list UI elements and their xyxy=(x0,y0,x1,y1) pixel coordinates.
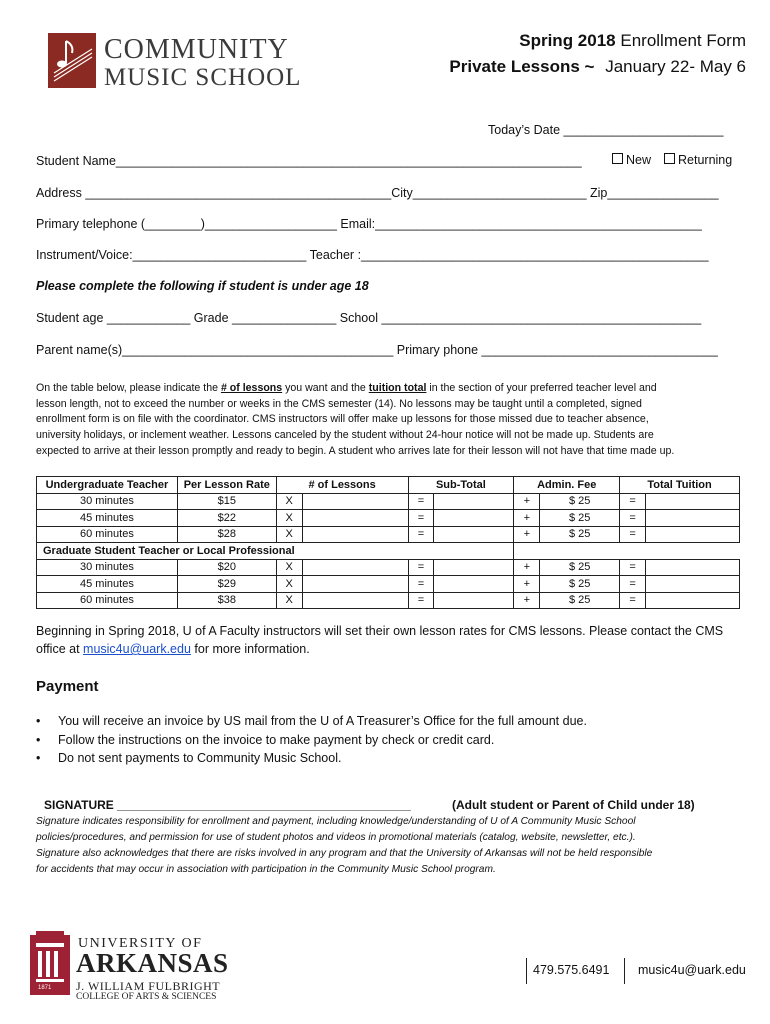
graduate-heading-row xyxy=(37,543,740,560)
lesson-length: 60 minutes xyxy=(37,592,178,609)
equals-symbol: = xyxy=(408,493,434,510)
admin-fee: $ 25 xyxy=(540,559,620,576)
faculty-note-line-2 xyxy=(36,642,310,656)
org-name-line1: COMMUNITY xyxy=(104,34,289,65)
faculty-note-text: for more information. xyxy=(190,642,310,656)
instr-lessons-emph: # of lessons xyxy=(220,382,283,394)
header-total: Total Tuition xyxy=(620,477,740,494)
graduate-heading-blank xyxy=(514,543,740,560)
times-symbol: X xyxy=(276,576,302,593)
ua-logo xyxy=(28,929,72,1006)
lesson-rate: $20 xyxy=(177,559,276,576)
lesson-rate: $22 xyxy=(177,510,276,527)
lesson-length: 60 minutes xyxy=(37,526,178,543)
equals-symbol: = xyxy=(408,510,434,527)
admin-fee: $ 25 xyxy=(540,493,620,510)
table-row xyxy=(37,493,740,510)
list-item: • You will receive an invoice by US mail from the U of A Treasurer’s Office for the full amount due. xyxy=(36,714,587,728)
plus-symbol: + xyxy=(514,526,540,543)
instructions-line-3: enrollment form is on file with the coordinator. CMS instructors will offer make up lessons for those missed due to teacher absence, xyxy=(36,413,649,425)
admin-fee: $ 25 xyxy=(540,526,620,543)
ua-line-1: UNIVERSITY OF xyxy=(78,936,203,951)
plus-symbol: + xyxy=(514,559,540,576)
lessons-input[interactable] xyxy=(302,510,408,527)
total-input[interactable] xyxy=(646,493,740,510)
equals-symbol: = xyxy=(620,493,646,510)
header-teacher: Undergraduate Teacher xyxy=(37,477,178,494)
admin-fee: $ 25 xyxy=(540,592,620,609)
lessons-input[interactable] xyxy=(302,592,408,609)
lessons-input[interactable] xyxy=(302,493,408,510)
times-symbol: X xyxy=(276,592,302,609)
times-symbol: X xyxy=(276,526,302,543)
signature-note-4: for accidents that may occur in association with participation in the Community Music School program. xyxy=(36,864,496,875)
payment-bullet-3: Do not sent payments to Community Music School. xyxy=(58,751,342,765)
total-input[interactable] xyxy=(646,592,740,609)
lesson-rate: $38 xyxy=(177,592,276,609)
instr-text: you want and the xyxy=(282,382,369,394)
lesson-length: 45 minutes xyxy=(37,510,178,527)
graduate-heading: Graduate Student Teacher or Local Professional xyxy=(37,543,514,560)
address-field[interactable]: Address ____________________________________________City_________________________ Zip________________ xyxy=(36,186,719,200)
footer-phone: 479.575.6491 xyxy=(533,963,610,977)
total-input[interactable] xyxy=(646,510,740,527)
table-row xyxy=(37,559,740,576)
total-input[interactable] xyxy=(646,526,740,543)
subtotal-input[interactable] xyxy=(434,576,514,593)
faculty-note-line-1: Beginning in Spring 2018, U of A Faculty instructors will set their own lesson rates for CMS lessons. Please contact the CMS xyxy=(36,624,724,638)
table-row xyxy=(37,592,740,609)
instr-text: On the table below, please indicate the xyxy=(36,382,221,394)
signature-note-3: Signature also acknowledges that there are risks involved in any program and that the University of Arkansas will not be held responsible xyxy=(36,848,653,859)
lessons-input[interactable] xyxy=(302,576,408,593)
equals-symbol: = xyxy=(620,592,646,609)
ua-line-3: J. WILLIAM FULBRIGHT xyxy=(76,979,221,993)
signature-who: (Adult student or Parent of Child under 18) xyxy=(452,798,695,812)
ua-line-4: COLLEGE OF ARTS & SCIENCES xyxy=(76,992,217,1002)
equals-symbol: = xyxy=(408,559,434,576)
payment-heading: Payment xyxy=(36,678,99,695)
header-fee: Admin. Fee xyxy=(514,477,620,494)
footer-email[interactable]: music4u@uark.edu xyxy=(638,963,746,977)
payment-bullet-1: You will receive an invoice by US mail from the U of A Treasurer’s Office for the full amount due. xyxy=(58,714,587,728)
parent-field[interactable]: Parent name(s)_______________________________________ Primary phone __________________________________ xyxy=(36,343,718,357)
ua-year: 1871 xyxy=(38,985,52,991)
new-checkbox[interactable] xyxy=(612,153,623,164)
table-row xyxy=(37,510,740,527)
new-option[interactable] xyxy=(612,153,651,167)
equals-symbol: = xyxy=(620,510,646,527)
header-subtotal: Sub-Total xyxy=(408,477,514,494)
instr-tuition-emph: tuition total xyxy=(368,382,427,394)
plus-symbol: + xyxy=(514,493,540,510)
signature-field[interactable]: SIGNATURE ____________________________________________ xyxy=(44,798,411,812)
subtotal-input[interactable] xyxy=(434,526,514,543)
instructions-line-5: expected to arrive at their lesson promptly and ready to begin. A student who arrives late for their lesson will not have that time made up. xyxy=(36,445,675,457)
lesson-length: 45 minutes xyxy=(37,576,178,593)
tuition-table xyxy=(36,476,740,609)
plus-symbol: + xyxy=(514,592,540,609)
student-age-field[interactable]: Student age ____________ Grade _______________ School ______________________________________________ xyxy=(36,311,702,325)
lessons-input[interactable] xyxy=(302,559,408,576)
equals-symbol: = xyxy=(620,576,646,593)
plus-symbol: + xyxy=(514,510,540,527)
equals-symbol: = xyxy=(620,559,646,576)
lesson-rate: $28 xyxy=(177,526,276,543)
cms-logo-mark xyxy=(48,33,96,88)
equals-symbol: = xyxy=(408,526,434,543)
subtotal-input[interactable] xyxy=(434,493,514,510)
returning-checkbox[interactable] xyxy=(664,153,675,164)
form-subtitle-lessons: Private Lessons ~ xyxy=(449,57,595,76)
equals-symbol: = xyxy=(408,576,434,593)
subtotal-input[interactable] xyxy=(434,510,514,527)
lesson-rate: $29 xyxy=(177,576,276,593)
form-title xyxy=(519,31,746,51)
form-subtitle xyxy=(449,57,746,77)
signature-note-1: Signature indicates responsibility for enrollment and payment, including knowledge/understanding of U of A Community Music School xyxy=(36,816,636,827)
times-symbol: X xyxy=(276,493,302,510)
plus-symbol: + xyxy=(514,576,540,593)
subtotal-input[interactable] xyxy=(434,592,514,609)
times-symbol: X xyxy=(276,510,302,527)
lesson-length: 30 minutes xyxy=(37,493,178,510)
under-18-heading: Please complete the following if student is under age 18 xyxy=(36,279,369,293)
instructions-line-1 xyxy=(36,382,657,394)
list-item: • Do not sent payments to Community Music School. xyxy=(36,751,342,765)
list-item: • Follow the instructions on the invoice to make payment by check or credit card. xyxy=(36,733,495,747)
form-title-rest: Enrollment Form xyxy=(620,31,746,50)
org-name-line2: MUSIC SCHOOL xyxy=(104,64,302,91)
total-input[interactable] xyxy=(646,559,740,576)
form-subtitle-dates: January 22- May 6 xyxy=(605,57,746,76)
signature-note-2: policies/procedures, and permission for use of student photos and videos in promotional materials (catalog, website, newsletter, etc.). xyxy=(36,832,636,843)
equals-symbol: = xyxy=(620,526,646,543)
form-title-term: Spring 2018 xyxy=(519,31,616,50)
phone-email-field[interactable]: Primary telephone (________)___________________ Email:_______________________________________________ xyxy=(36,217,702,231)
footer-divider xyxy=(526,958,527,984)
returning-option[interactable] xyxy=(664,153,732,167)
instructions-line-2: lesson length, not to exceed the number or weeks in the CMS semester (14). No lessons may be taught until a completed, signed xyxy=(36,398,642,410)
admin-fee: $ 25 xyxy=(540,510,620,527)
ua-line-2: ARKANSAS xyxy=(76,948,229,978)
header-rate: Per Lesson Rate xyxy=(177,477,276,494)
total-input[interactable] xyxy=(646,576,740,593)
new-label: New xyxy=(626,153,652,167)
returning-label: Returning xyxy=(678,153,733,167)
footer-divider xyxy=(624,958,625,984)
subtotal-input[interactable] xyxy=(434,559,514,576)
table-row xyxy=(37,576,740,593)
header-lessons: # of Lessons xyxy=(276,477,408,494)
payment-bullet-2: Follow the instructions on the invoice to make payment by check or credit card. xyxy=(58,733,495,747)
table-row xyxy=(37,526,740,543)
student-name-field[interactable]: Student Name___________________________________________________________________ xyxy=(36,154,582,168)
equals-symbol: = xyxy=(408,592,434,609)
cms-email-link[interactable]: music4u@uark.edu xyxy=(83,642,191,656)
faculty-note-text: office at xyxy=(36,642,84,656)
lesson-length: 30 minutes xyxy=(37,559,178,576)
instrument-teacher-field[interactable]: Instrument/Voice:_________________________ Teacher :__________________________________________________ xyxy=(36,248,709,262)
admin-fee: $ 25 xyxy=(540,576,620,593)
times-symbol: X xyxy=(276,559,302,576)
lessons-input[interactable] xyxy=(302,526,408,543)
lesson-rate: $15 xyxy=(177,493,276,510)
instructions-line-4: university holidays, or inclement weather. Lessons canceled by the student without 24-hour notice will not be made up. Students are xyxy=(36,429,654,441)
table-header-row xyxy=(37,477,740,494)
instr-text: in the section of your preferred teacher level and xyxy=(426,382,657,394)
todays-date-field[interactable]: Today’s Date _______________________ xyxy=(488,123,724,137)
